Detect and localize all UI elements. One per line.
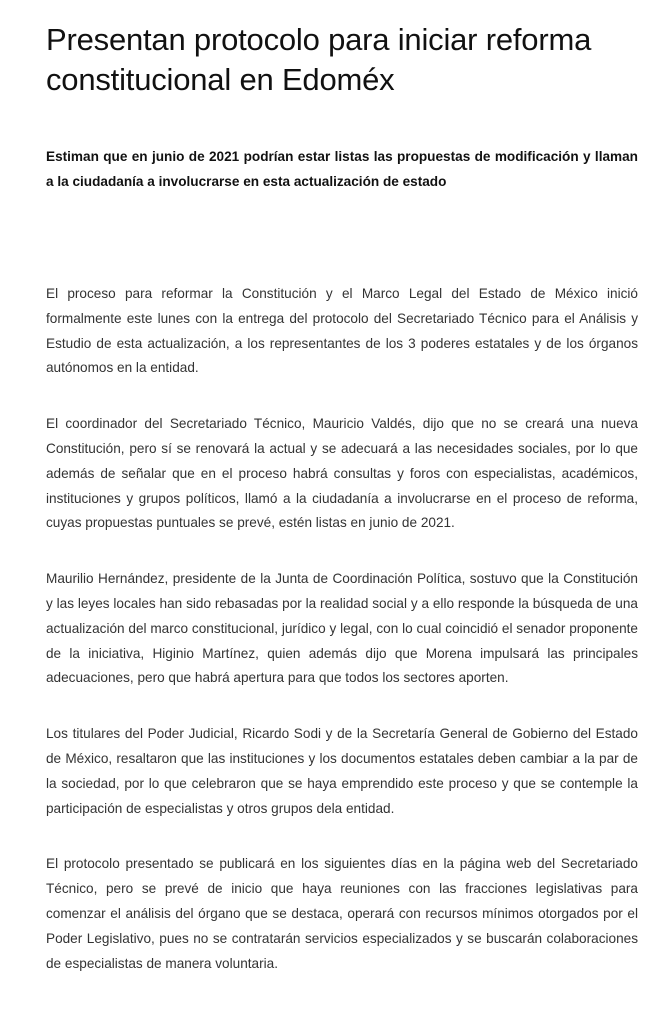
article-body <box>46 282 638 976</box>
article-subheadline: Estiman que en junio de 2021 podrían estar listas las propuestas de modificación y llaman a la ciudadanía a involucrarse en esta actualización de estado <box>46 149 638 189</box>
article-paragraph: Los titulares del Poder Judicial, Ricardo Sodi y de la Secretaría General de Gobierno del Estado de México, resaltaron que las instituciones y los documentos estatales deben cambiar a la par de la sociedad, por lo que celebraron que se haya emprendido este proceso y que se contemple la participación de especialistas y otros grupos dela entidad. <box>46 726 638 816</box>
article-headline: Presentan protocolo para iniciar reforma constitucional en Edoméx <box>46 22 592 97</box>
news-article <box>46 20 638 1007</box>
article-paragraph: El proceso para reformar la Constitución y el Marco Legal del Estado de México inició formalmente este lunes con la entrega del protocolo del Secretariado Técnico para el Análisis y Estudio de esta actualización, a los representantes de los 3 poderes estatales y de los órganos autónomos en la entidad. <box>46 286 638 376</box>
article-paragraph: El protocolo presentado se publicará en los siguientes días en la página web del Secretariado Técnico, pero se prevé de inicio que haya reuniones con las fracciones legislativas para comenzar el análisis del órgano que se destaca, operará con recursos mínimos otorgados por el Poder Legislativo, pues no se contratarán servicios especializados y se buscarán colaboraciones de especialistas de manera voluntaria. <box>46 856 638 971</box>
article-paragraph: El coordinador del Secretariado Técnico, Mauricio Valdés, dijo que no se creará una nueva Constitución, pero sí se renovará la actual y se adecuará a las necesidades sociales, por lo que además de señalar que en el proceso habrá consultas y foros con especialistas, académicos, instituciones y grupos políticos, llamó a la ciudadanía a involucrarse en el proceso de reforma, cuyas propuestas puntuales se prevé, estén listas en junio de 2021. <box>46 416 638 531</box>
article-paragraph: Maurilio Hernández, presidente de la Junta de Coordinación Política, sostuvo que la Constitución y las leyes locales han sido rebasadas por la realidad social y a ello responde la búsqueda de una actualización del marco constitucional, jurídico y legal, con lo cual coincidió el senador proponente de la iniciativa, Higinio Martínez, quien además dijo que Morena impulsará las principales adecuaciones, pero que habrá apertura para que todos los sectores aporten. <box>46 571 638 686</box>
